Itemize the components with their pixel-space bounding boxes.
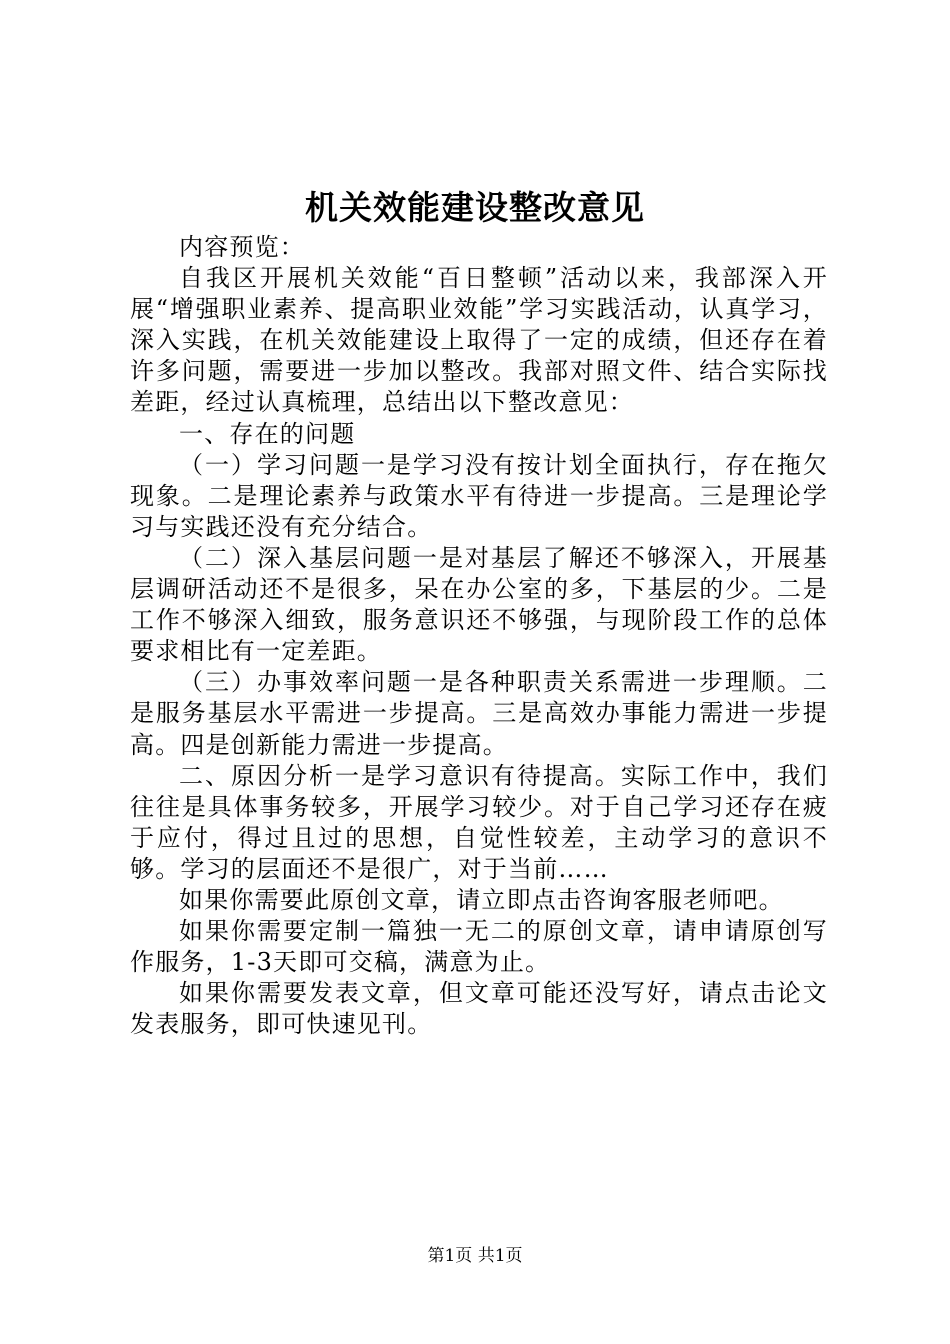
section-heading-problems: 一、存在的问题 xyxy=(179,419,356,448)
promo-paragraph-custom: 如果你需要定制一篇独一无二的原创文章，请申请原创写作服务，1-3天即可交稿，满意为止。 xyxy=(130,917,828,977)
problem-paragraph-study: （一）学习问题一是学习没有按计划全面执行，存在拖欠现象。二是理论素养与政策水平有待进一步提高。三是理论学习与实践还没有充分结合。 xyxy=(130,450,828,541)
promo-paragraph-publish: 如果你需要发表文章，但文章可能还没写好，请点击论文发表服务，即可快速见刊。 xyxy=(130,979,828,1039)
page-footer: 第1页 共1页 xyxy=(427,1246,523,1266)
problem-paragraph-grassroots: （二）深入基层问题一是对基层了解还不够深入，开展基层调研活动还不是很多，呆在办公室的多，下基层的少。二是工作不够深入细致，服务意识还不够强，与现阶段工作的总体要求相比有一定差距。 xyxy=(130,543,828,666)
preview-label: 内容预览： xyxy=(179,233,305,261)
problem-paragraph-efficiency: （三）办事效率问题一是各种职责关系需进一步理顺。二是服务基层水平需进一步提高。三是高效办事能力需进一步提高。四是创新能力需进一步提高。 xyxy=(130,668,828,759)
cause-analysis-paragraph: 二、原因分析一是学习意识有待提高。实际工作中，我们往往是具体事务较多，开展学习较少。对于自己学习还存在疲于应付，得过且过的思想，自觉性较差，主动学习的意识不够。学习的层面还不是很广，对于当前…… xyxy=(130,761,828,883)
intro-paragraph: 自我区开展机关效能“百日整顿”活动以来，我部深入开展“增强职业素养、提高职业效能”学习实践活动，认真学习，深入实践，在机关效能建设上取得了一定的成绩，但还存在着许多问题，需要进一步加以整改。我部对照文件、结合实际找差距，经过认真梳理，总结出以下整改意见： xyxy=(130,264,828,417)
document-title: 机关效能建设整改意见 xyxy=(305,188,645,227)
promo-paragraph-consult: 如果你需要此原创文章，请立即点击咨询客服老师吧。 xyxy=(179,885,784,914)
document-body xyxy=(130,232,828,1040)
